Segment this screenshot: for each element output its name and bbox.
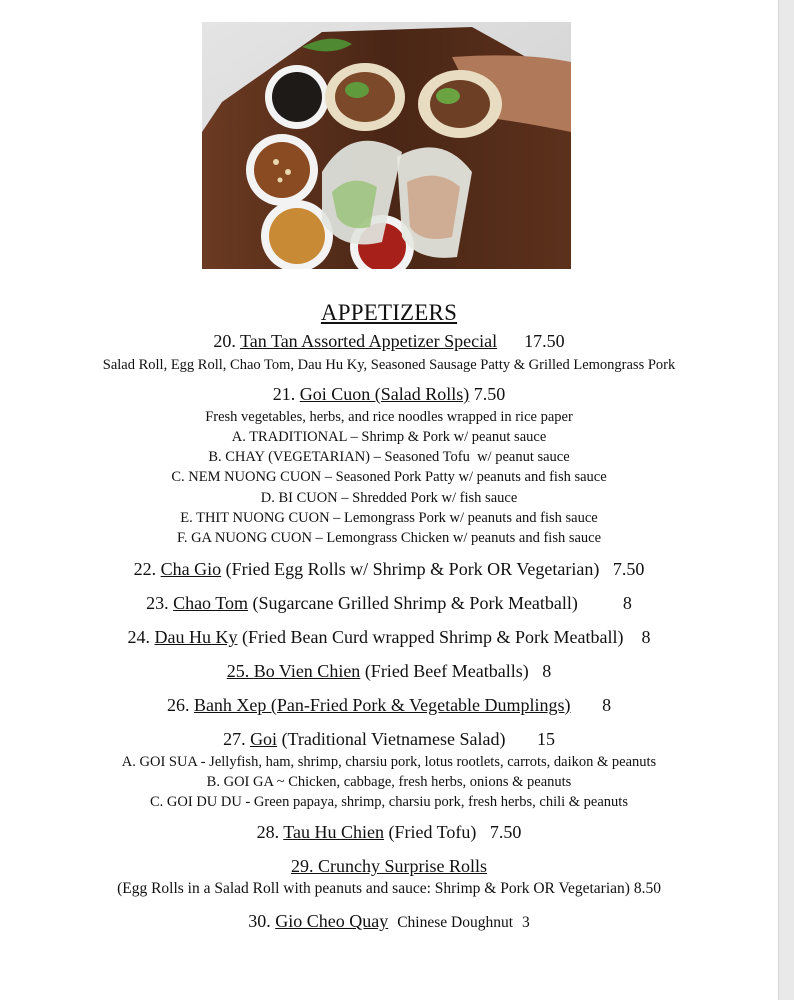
item-price: 3 <box>522 914 530 931</box>
item-number: 27. <box>223 729 246 749</box>
item-option: F. GA NUONG CUON – Lemongrass Chicken w/ peanuts and fish sauce <box>176 530 602 546</box>
item-number: 30. <box>248 911 271 931</box>
item-number: 28. <box>256 822 280 842</box>
item-number: 22. <box>133 559 157 579</box>
item-name: Crunchy Surprise Rolls <box>318 856 487 876</box>
item-option: E. THIT NUONG CUON – Lemongrass Pork w/ peanuts and fish sauce <box>180 510 598 526</box>
menu-item-20 <box>0 331 778 352</box>
menu-item-28 <box>0 822 778 843</box>
item-number: 21. <box>272 384 296 404</box>
item-name: Cha Gio <box>160 559 222 579</box>
item-details: Fresh vegetables, herbs, and rice noodles wrapped in rice paper <box>205 409 573 425</box>
item-name: Bo Vien Chien <box>253 661 361 681</box>
menu-item-27 <box>0 729 778 750</box>
item-option: A. TRADITIONAL – Shrimp & Pork w/ peanut sauce <box>231 429 547 445</box>
section-title: APPETIZERS <box>320 300 458 325</box>
item-option: A. GOI SUA - Jellyfish, ham, shrimp, charsiu pork, lotus rootlets, carrots, daikon & peanuts <box>121 754 657 770</box>
item-name: Dau Hu Ky <box>154 627 238 647</box>
menu-item-21 <box>0 384 778 405</box>
item-price: 8 <box>622 593 632 613</box>
item-number: 23. <box>146 593 169 613</box>
item-option: D. BI CUON – Shredded Pork w/ fish sauce <box>260 490 518 506</box>
item-details-line <box>0 880 778 898</box>
item-number: 20. <box>213 331 236 351</box>
item-name: Goi <box>250 729 278 749</box>
item-name: Goi Cuon (Salad Rolls) <box>299 384 470 404</box>
item-price: 7.50 <box>612 559 645 579</box>
item-price: 15 <box>536 729 555 749</box>
item-details: Salad Roll, Egg Roll, Chao Tom, Dau Hu Ky, Seasoned Sausage Patty & Grilled Lemongrass Pork <box>102 357 676 373</box>
item-description: (Traditional Vietnamese Salad) <box>281 729 506 749</box>
item-option: B. GOI GA ~ Chicken, cabbage, fresh herbs, onions & peanuts <box>206 774 572 790</box>
item-description: (Fried Egg Rolls w/ Shrimp & Pork OR Vegetarian) <box>225 559 600 579</box>
item-option: B. CHAY (VEGETARIAN) – Seasoned Tofu w/ peanut sauce <box>208 449 570 465</box>
spring-rolls-photo <box>202 22 571 269</box>
item-description: (Fried Tofu) <box>388 822 477 842</box>
item-description: (Fried Bean Curd wrapped Shrimp & Pork Meatball) <box>242 627 624 647</box>
item-price: 8 <box>641 627 651 647</box>
item-price: 17.50 <box>524 331 565 351</box>
item-number: 29. <box>291 856 314 876</box>
item-name: Gio Cheo Quay <box>275 911 389 931</box>
item-price: 8 <box>602 695 612 715</box>
item-name: Tau Hu Chien <box>283 822 385 842</box>
item-number: 24. <box>127 627 151 647</box>
item-name: Chao Tom <box>173 593 248 613</box>
menu-item-23 <box>0 593 778 614</box>
item-number: 26. <box>166 695 190 715</box>
item-name: Banh Xep (Pan-Fried Pork & Vegetable Dumplings) <box>193 695 571 715</box>
menu-item-26 <box>0 695 778 716</box>
item-price: 8 <box>542 661 552 681</box>
spring-rolls-image <box>202 22 571 269</box>
item-number: 25. <box>226 661 250 681</box>
item-description: Chinese Doughnut <box>397 914 514 931</box>
item-price: 7.50 <box>473 384 506 404</box>
menu-item-22 <box>0 559 778 580</box>
menu-item-25 <box>0 661 778 682</box>
menu-item-24 <box>0 627 778 648</box>
item-description: (Sugarcane Grilled Shrimp & Pork Meatball) <box>252 593 578 613</box>
menu-item-29 <box>0 856 778 877</box>
item-details: (Egg Rolls in a Salad Roll with peanuts and sauce: Shrimp & Pork OR Vegetarian) <box>117 880 630 897</box>
item-price: 7.50 <box>489 822 522 842</box>
item-name: Tan Tan Assorted Appetizer Special <box>240 331 498 351</box>
menu-item-30 <box>0 911 778 932</box>
item-option: C. GOI DU DU - Green papaya, shrimp, charsiu pork, fresh herbs, chili & peanuts <box>150 794 628 810</box>
item-option: C. NEM NUONG CUON – Seasoned Pork Patty w/ peanuts and fish sauce <box>171 469 607 485</box>
item-price: 8.50 <box>633 880 661 897</box>
item-description: (Fried Beef Meatballs) <box>364 661 529 681</box>
